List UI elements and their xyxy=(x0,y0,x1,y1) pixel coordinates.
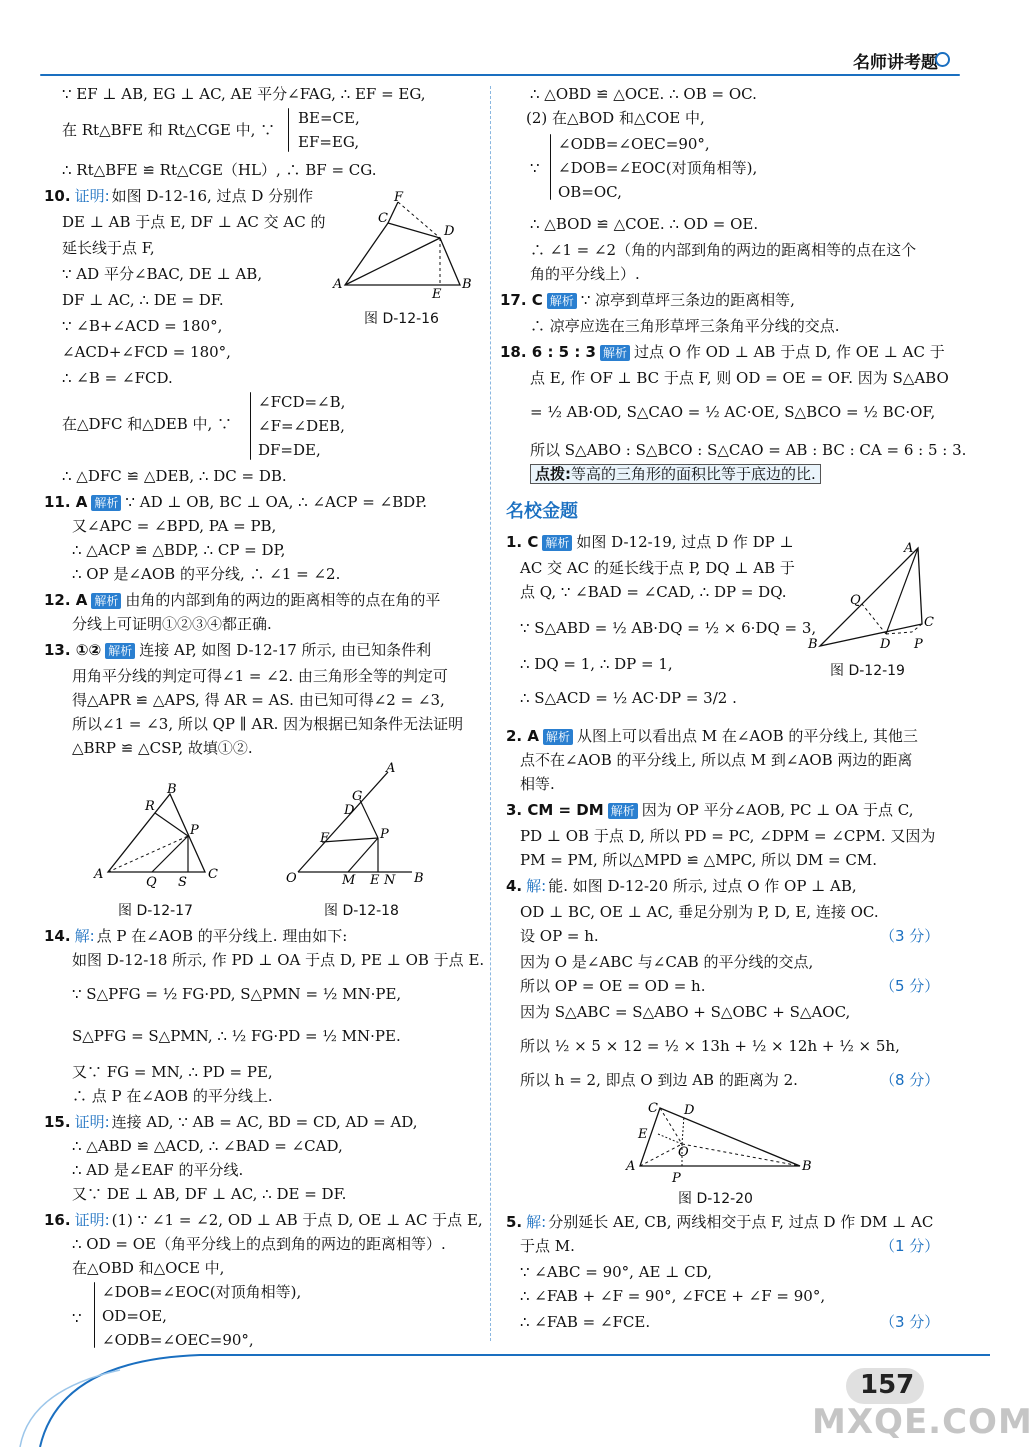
svg-text:D: D xyxy=(344,803,355,818)
svg-text:P: P xyxy=(672,1171,681,1186)
text: 如图 D-12-19, 过点 D 作 DP ⊥ xyxy=(576,533,794,551)
text-line: PM = PM, 所以△MPD ≌ △MPC, 所以 DM = CM. xyxy=(520,851,877,869)
brace xyxy=(250,392,251,460)
text-line: ∴ AD 是∠EAF 的平分线. xyxy=(72,1161,244,1179)
question-number: 13. ①② xyxy=(44,641,102,659)
figure-d-12-17 xyxy=(90,780,220,890)
header-ring-icon xyxy=(935,52,950,67)
question-number: 11. A xyxy=(44,493,88,511)
brace-line: OD=OE, xyxy=(102,1307,167,1325)
text-line: AC 交 AC 的延长线于点 P, DQ ⊥ AB 于 xyxy=(520,559,795,577)
text-line: 在△DFC 和△DEB 中, ∵ xyxy=(62,415,233,433)
brace xyxy=(550,134,551,200)
text-line: 分线上可证明①②③④都正确. xyxy=(72,615,272,633)
brace-line: ∠DOB=∠EOC(对顶角相等), xyxy=(102,1283,302,1301)
text-line: 又∠APC = ∠BPD, PA = PB, xyxy=(72,517,277,535)
text-line: 相等. xyxy=(520,775,555,793)
solution-tag: 解: xyxy=(74,927,95,945)
analysis-tag: 解析 xyxy=(547,293,577,309)
svg-text:M: M xyxy=(342,873,356,888)
brace-line: BE=CE, xyxy=(298,109,360,127)
text-line: 又∵ FG = MN, ∴ PD = PE, xyxy=(72,1063,273,1081)
text-line: 用角平分线的判定可得∠1 = ∠2. 由三角形全等的判定可 xyxy=(72,667,448,685)
text-line: 设 OP = h. xyxy=(520,927,599,945)
text-line: 点不在∠AOB 的平分线上, 所以点 M 到∠AOB 两边的距离 xyxy=(520,751,913,769)
question-10 xyxy=(44,186,313,206)
question-number: 4. xyxy=(506,877,523,895)
question-16 xyxy=(44,1210,483,1230)
text-line: 所以 h = 2, 即点 O 到边 AB 的距离为 2. xyxy=(520,1071,798,1089)
text-line: ∴ △OBD ≌ △OCE. ∴ OB = OC. xyxy=(530,85,757,103)
question-number: 14. xyxy=(44,927,71,945)
text-line: ∴ ∠B = ∠FCD. xyxy=(62,369,173,387)
svg-text:A: A xyxy=(94,867,104,882)
tip-text: 等高的三角形的面积比等于底边的比. xyxy=(571,465,816,483)
brace-line: ∠ODB=∠OEC=90°, xyxy=(102,1331,254,1349)
svg-text:P: P xyxy=(190,823,199,838)
analysis-tag: 解析 xyxy=(608,803,638,819)
question-m2 xyxy=(506,726,918,746)
question-m1 xyxy=(506,532,794,552)
text-line: ∴ Rt△BFE ≌ Rt△CGE（HL）, ∴ BF = CG. xyxy=(62,161,377,179)
section-title: 名校金题 xyxy=(506,501,578,522)
score-mark: （8 分） xyxy=(880,1071,940,1089)
analysis-tag: 解析 xyxy=(105,643,135,659)
text: 连接 AD, ∵ AB = AC, BD = CD, AD = AD, xyxy=(111,1113,418,1131)
question-15 xyxy=(44,1112,418,1132)
svg-text:D: D xyxy=(880,637,891,652)
text-line: ∴ OD = OE（角平分线上的点到角的两边的距离相等）. xyxy=(72,1235,446,1253)
svg-text:A: A xyxy=(626,1159,636,1174)
figure-d-12-20 xyxy=(620,1096,820,1186)
score-mark: （5 分） xyxy=(880,977,940,995)
question-number: 2. A xyxy=(506,727,539,745)
text: 能. 如图 D-12-20 所示, 过点 O 作 OP ⊥ AB, xyxy=(548,877,857,895)
text-line: 角的平分线上）. xyxy=(530,265,640,283)
text-line: ∴ 点 P 在∠AOB 的平分线上. xyxy=(72,1087,273,1105)
text: 分别延长 AE, CB, 两线相交于点 F, 过点 D 作 DM ⊥ AC xyxy=(548,1213,934,1231)
text-line: PD ⊥ OB 于点 D, 所以 PD = PC, ∠DPM = ∠CPM. 又因为 xyxy=(520,827,936,845)
text-line: ∵ AD 平分∠BAC, DE ⊥ AB, xyxy=(62,265,263,283)
svg-text:D: D xyxy=(684,1103,695,1118)
analysis-tag: 解析 xyxy=(543,729,573,745)
svg-text:P: P xyxy=(380,827,389,842)
brace-line: DF=DE, xyxy=(258,441,321,459)
brace-line: ∠FCD=∠B, xyxy=(258,393,346,411)
svg-text:N: N xyxy=(384,873,396,888)
text-line: 又∵ DE ⊥ AB, DF ⊥ AC, ∴ DE = DF. xyxy=(72,1185,347,1203)
text-line: DF ⊥ AC, ∴ DE = DF. xyxy=(62,291,224,309)
svg-text:C: C xyxy=(648,1101,658,1116)
question-m4 xyxy=(506,876,857,896)
question-13 xyxy=(44,640,431,660)
figure-caption: 图 D-12-18 xyxy=(324,903,399,919)
text: ∵ 凉亭到草坪三条边的距离相等, xyxy=(580,291,795,309)
question-14 xyxy=(44,926,347,946)
question-number: 12. A xyxy=(44,591,88,609)
text-line: 在△OBD 和△OCE 中, xyxy=(72,1259,225,1277)
svg-text:E: E xyxy=(370,873,380,888)
svg-text:C: C xyxy=(208,867,218,882)
text-line: ∴ ∠1 = ∠2（角的内部到角的两边的距离相等的点在这个 xyxy=(530,241,917,259)
brace-line: ∠ODB=∠OEC=90°, xyxy=(558,135,710,153)
text: (1) ∵ ∠1 = ∠2, OD ⊥ AB 于点 D, OE ⊥ AC 于点 E, xyxy=(111,1211,483,1229)
svg-text:Q: Q xyxy=(146,875,157,890)
question-number: 10. xyxy=(44,187,71,205)
svg-text:B: B xyxy=(802,1159,812,1174)
svg-text:F: F xyxy=(394,190,404,205)
text-line: 在 Rt△BFE 和 Rt△CGE 中, ∵ xyxy=(62,121,276,139)
question-number: 15. xyxy=(44,1113,71,1131)
question-17 xyxy=(500,290,795,310)
tip-label: 点拨: xyxy=(535,465,571,483)
text-line: 所以 OP = OE = OD = h. xyxy=(520,977,706,995)
text-line: ∵ S△PFG = ½ FG·PD, S△PMN = ½ MN·PE, xyxy=(72,985,402,1003)
text-line: 所以∠1 = ∠3, 所以 QP ∥ AR. 因为根据已知条件无法证明 xyxy=(72,715,464,733)
brace-line: OB=OC, xyxy=(558,183,622,201)
svg-text:R: R xyxy=(145,799,155,814)
question-number: 17. C xyxy=(500,291,543,309)
text-line: ∴ DQ = 1, ∴ DP = 1, xyxy=(520,655,673,673)
watermark: MXQE.COM xyxy=(812,1402,1033,1442)
text-line: ∴ ∠FAB + ∠F = 90°, ∠FCE + ∠F = 90°, xyxy=(520,1287,826,1305)
text-line: S△PFG = S△PMN, ∴ ½ FG·PD = ½ MN·PE. xyxy=(72,1027,401,1045)
question-m3 xyxy=(506,800,913,820)
svg-text:O: O xyxy=(286,871,297,886)
text-line: ∴ △DFC ≌ △DEB, ∴ DC = DB. xyxy=(62,467,287,485)
text: 过点 O 作 OD ⊥ AB 于点 D, 作 OE ⊥ AC 于 xyxy=(634,343,945,361)
tip-box xyxy=(530,464,821,484)
figure-caption: 图 D-12-17 xyxy=(118,903,193,919)
text-line: 所以 S△ABO : S△BCO : S△CAO = AB : BC : CA = 6 : 5 : 3. xyxy=(530,441,967,459)
score-mark: （3 分） xyxy=(880,1313,940,1331)
text-line: ∴ OP 是∠AOB 的平分线, ∴ ∠1 = ∠2. xyxy=(72,565,341,583)
text-line: 因为 O 是∠ABC 与∠CAB 的平分线的交点, xyxy=(520,953,814,971)
analysis-tag: 解析 xyxy=(542,535,572,551)
score-mark: （1 分） xyxy=(880,1237,940,1255)
question-number: 18. 6 : 5 : 3 xyxy=(500,343,596,361)
figure-d-12-16 xyxy=(330,190,480,310)
text-line: 点 E, 作 OF ⊥ BC 于点 F, 则 OD = OE = OF. 因为 S△ABO xyxy=(530,369,949,387)
question-12 xyxy=(44,590,440,610)
text-line: (2) 在△BOD 和△COE 中, xyxy=(526,109,705,127)
text-line: ∴ ∠FAB = ∠FCE. xyxy=(520,1313,651,1331)
text-line: 因为 S△ABC = S△ABO + S△OBC + S△AOC, xyxy=(520,1003,851,1021)
svg-text:Q: Q xyxy=(850,593,861,608)
question-number: 16. xyxy=(44,1211,71,1229)
brace xyxy=(288,108,289,152)
question-number: 1. C xyxy=(506,533,539,551)
header-title: 名师讲考题 xyxy=(853,53,938,73)
text-line: △BRP ≌ △CSP, 故填①②. xyxy=(72,739,253,757)
text: 点 P 在∠AOB 的平分线上. 理由如下: xyxy=(96,927,348,945)
svg-text:A: A xyxy=(333,277,343,292)
text: 连接 AP, 如图 D-12-17 所示, 由已知条件利 xyxy=(139,641,432,659)
svg-text:B: B xyxy=(808,637,818,652)
text-line: ∴ △ABD ≌ △ACD, ∴ ∠BAD = ∠CAD, xyxy=(72,1137,343,1155)
text: 从图上可以看出点 M 在∠AOB 的平分线上, 其他三 xyxy=(576,727,918,745)
header-rule xyxy=(40,74,960,76)
text-line: ∴ S△ACD = ½ AC·DP = 3/2 . xyxy=(520,689,737,707)
text: ∵ AD ⊥ OB, BC ⊥ OA, ∴ ∠ACP = ∠BDP. xyxy=(125,493,428,511)
text: 因为 OP 平分∠AOB, PC ⊥ OA 于点 C, xyxy=(641,801,914,819)
brace-line: EF=EG, xyxy=(298,133,360,151)
svg-text:P: P xyxy=(914,637,923,652)
figure-d-12-19 xyxy=(800,536,940,656)
text-line: ∠ACD+∠FCD = 180°, xyxy=(62,343,231,361)
text: 由角的内部到角的两边的距离相等的点在角的平 xyxy=(125,591,441,609)
brace-line: ∠DOB=∠EOC(对顶角相等), xyxy=(558,159,758,177)
text-line: ∴ △BOD ≌ △COE. ∴ OD = OE. xyxy=(530,215,759,233)
figure-caption: 图 D-12-20 xyxy=(678,1191,753,1207)
text-line: ∵ xyxy=(72,1309,82,1327)
svg-text:E: E xyxy=(432,287,442,302)
solution-tag: 解: xyxy=(526,1213,547,1231)
question-m5 xyxy=(506,1212,933,1232)
text-line: ∵ xyxy=(530,159,540,177)
text-line: ∵ EF ⊥ AB, EG ⊥ AC, AE 平分∠FAG, ∴ EF = EG, xyxy=(62,85,426,103)
svg-text:B: B xyxy=(167,782,177,797)
figure-caption: 图 D-12-16 xyxy=(364,311,439,327)
svg-text:B: B xyxy=(462,277,472,292)
question-11 xyxy=(44,492,427,512)
text-line: 点 Q, ∵ ∠BAD = ∠CAD, ∴ DP = DQ. xyxy=(520,583,787,601)
text-line: ∴ 凉亭应选在三角形草坪三条角平分线的交点. xyxy=(530,317,840,335)
score-mark: （3 分） xyxy=(880,927,940,945)
text-line: 所以 ½ × 5 × 12 = ½ × 13h + ½ × 12h + ½ × 5h, xyxy=(520,1037,900,1055)
analysis-tag: 解析 xyxy=(91,593,121,609)
svg-text:F: F xyxy=(320,831,330,846)
svg-text:S: S xyxy=(178,875,187,890)
text-line: 于点 M. xyxy=(520,1237,575,1255)
text: 如图 D-12-16, 过点 D 分别作 xyxy=(111,187,314,205)
svg-text:A: A xyxy=(386,761,396,776)
svg-text:C: C xyxy=(924,615,934,630)
svg-text:G: G xyxy=(352,789,363,804)
solution-tag: 解: xyxy=(526,877,547,895)
question-number: 5. xyxy=(506,1213,523,1231)
text-line: ∵ ∠ABC = 90°, AE ⊥ CD, xyxy=(520,1263,712,1281)
text-line: = ½ AB·OD, S△CAO = ½ AC·OE, S△BCO = ½ BC·OF, xyxy=(530,403,936,421)
figure-d-12-18 xyxy=(280,760,430,890)
figure-caption: 图 D-12-19 xyxy=(830,663,905,679)
svg-text:C: C xyxy=(378,211,388,226)
proof-tag: 证明: xyxy=(74,1211,110,1229)
text-line: ∵ ∠B+∠ACD = 180°, xyxy=(62,317,223,335)
question-18 xyxy=(500,342,945,362)
text-line: 得△APR ≌ △APS, 得 AR = AS. 由已知可得∠2 = ∠3, xyxy=(72,691,445,709)
column-divider xyxy=(490,86,491,1341)
text-line: ∵ S△ABD = ½ AB·DQ = ½ × 6·DQ = 3, xyxy=(520,619,817,637)
analysis-tag: 解析 xyxy=(91,495,121,511)
brace-line: ∠F=∠DEB, xyxy=(258,417,345,435)
text-line: ∴ △ACP ≌ △BDP, ∴ CP = DP, xyxy=(72,541,286,559)
analysis-tag: 解析 xyxy=(600,345,630,361)
svg-text:D: D xyxy=(444,224,455,239)
svg-text:O: O xyxy=(678,1145,689,1160)
text-line: OD ⊥ BC, OE ⊥ AC, 垂足分别为 P, D, E, 连接 OC. xyxy=(520,903,879,921)
proof-tag: 证明: xyxy=(74,1113,110,1131)
svg-text:A: A xyxy=(904,541,914,556)
text-line: DE ⊥ AB 于点 E, DF ⊥ AC 交 AC 的 xyxy=(62,213,326,231)
question-number: 3. CM = DM xyxy=(506,801,604,819)
svg-text:E: E xyxy=(638,1127,648,1142)
proof-tag: 证明: xyxy=(74,187,110,205)
svg-text:B: B xyxy=(414,871,424,886)
text-line: 如图 D-12-18 所示, 作 PD ⊥ OA 于点 D, PE ⊥ OB 于点 E. xyxy=(72,951,485,969)
page-number: 157 xyxy=(860,1370,915,1400)
text-line: 延长线于点 F, xyxy=(62,239,155,257)
